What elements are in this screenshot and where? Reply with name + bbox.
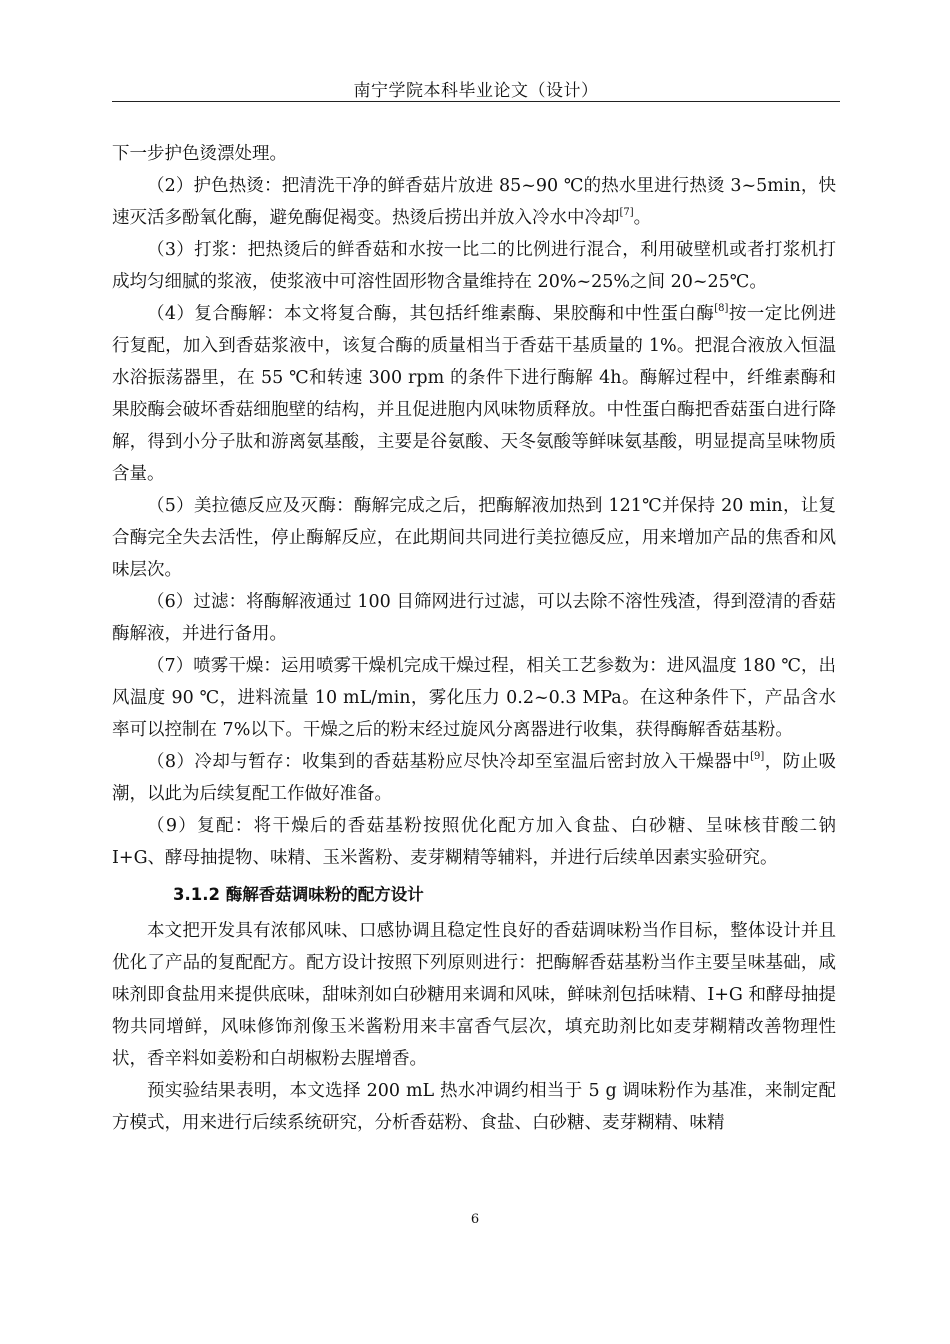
paragraph: （7）喷雾干燥：运用喷雾干燥机完成干燥过程，相关工艺参数为：进风温度 180 ℃，出风温度 90 ℃，进料流量 10 mL/min，雾化压力 0.2~0.3 MPa。在这种条件下，产品含水率可以控制在 7%以下。干燥之后的粉末经过旋风分离器进行收集，获得酶解香菇基粉。 (112, 656, 836, 740)
paragraph: （6）过滤：将酶解液通过 100 目筛网进行过滤，可以去除不溶性残渣，得到澄清的香菇酶解液，并进行备用。 (112, 592, 836, 644)
paragraph: （4）复合酶解：本文将复合酶，其包括纤维素酶、果胶酶和中性蛋白酶[8]按一定比例进行复配，加入到香菇浆液中，该复合酶的质量相当于香菇干基质量的 1%。把混合液放入恒温水浴振荡器里，在 55 ℃和转速 300 rpm 的条件下进行酶解 4h。酶解过程中，纤维素酶和果胶酶会破坏香菇细胞壁的结构，并且促进胞内风味物质释放。中性蛋白酶把香菇蛋白进行降解，得到小分子肽和游离氨基酸，主要是谷氨酸、天冬氨酸等鲜味氨基酸，明显提高呈味物质含量。 (112, 303, 836, 484)
paragraph: （2）护色热烫：把清洗干净的鲜香菇片放进 85~90 ℃的热水里进行热烫 3~5min，快速灭活多酚氧化酶，避免酶促褐变。热烫后捞出并放入冷水中冷却[7]。 (112, 176, 836, 228)
paragraph: 预实验结果表明，本文选择 200 mL 热水冲调约相当于 5 g 调味粉作为基准，来制定配方模式，用来进行后续系统研究，分析香菇粉、食盐、白砂糖、麦芽糊精、味精 (112, 1081, 836, 1133)
paragraph: 本文把开发具有浓郁风味、口感协调且稳定性良好的香菇调味粉当作目标，整体设计并且优化了产品的复配配方。配方设计按照下列原则进行：把酶解香菇基粉当作主要呈味基础，咸味剂即食盐用来提供底味，甜味剂如白砂糖用来调和风味，鲜味剂包括味精、I+G 和酵母抽提物共同增鲜，风味修饰剂像玉米酱粉用来丰富香气层次，填充助剂比如麦芽糊精改善物理性状，香辛料如姜粉和白胡椒粉去腥增香。 (112, 921, 836, 1069)
running-header: 南宁学院本科毕业论文（设计） (353, 81, 599, 101)
paragraph: （8）冷却与暂存：收集到的香菇基粉应尽快冷却至室温后密封放入干燥器中[9]，防止吸潮，以此为后续复配工作做好准备。 (112, 751, 837, 804)
paragraph: 下一步护色烫漂处理。 (112, 144, 287, 164)
page-number: 6 (470, 1212, 480, 1227)
section-heading: 3.1.2 酶解香菇调味粉的配方设计 (173, 885, 424, 904)
header-rule (112, 101, 840, 102)
paragraph: （3）打浆：把热烫后的鲜香菇和水按一比二的比例进行混合，利用破壁机或者打浆机打成均匀细腻的浆液，使浆液中可溶性固形物含量维持在 20%~25%之间 20~25℃。 (112, 240, 836, 292)
citation-ref: [9] (750, 751, 765, 762)
paragraph: （5）美拉德反应及灭酶：酶解完成之后，把酶解液加热到 121℃并保持 20 min，让复合酶完全失去活性，停止酶解反应，在此期间共同进行美拉德反应，用来增加产品的焦香和风味层次。 (112, 496, 836, 580)
citation-ref: [7] (619, 207, 634, 218)
citation-ref: [8] (714, 303, 729, 314)
paragraph: （9）复配：将干燥后的香菇基粉按照优化配方加入食盐、白砂糖、呈味核苷酸二钠 I+G、酵母抽提物、味精、玉米酱粉、麦芽糊精等辅料，并进行后续单因素实验研究。 (112, 816, 836, 868)
page-body (112, 138, 836, 1139)
